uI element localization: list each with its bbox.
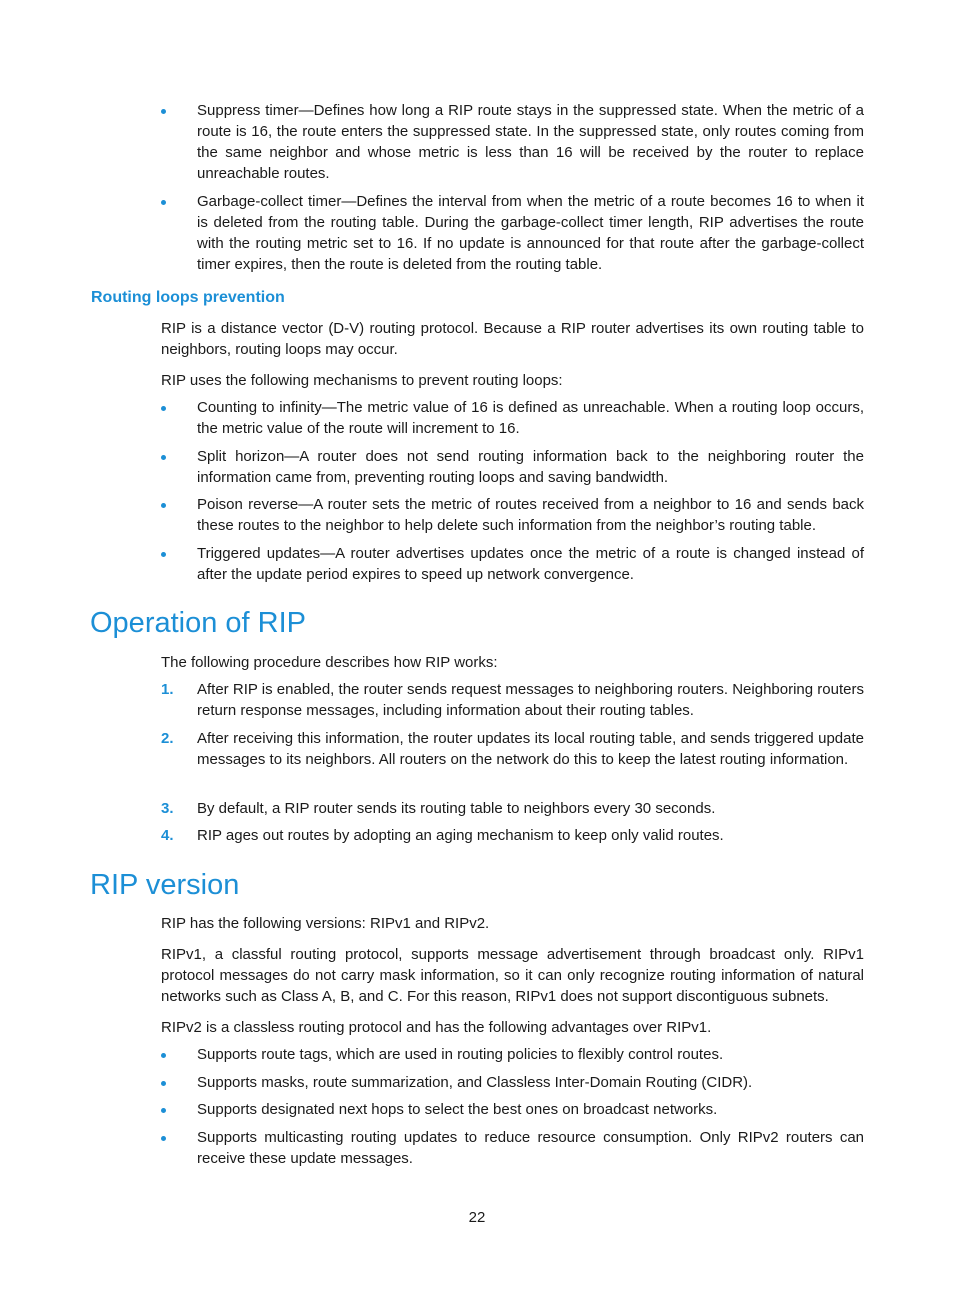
bullet-icon	[161, 503, 166, 508]
bullet-icon	[161, 406, 166, 411]
step-number: 1.	[161, 681, 174, 698]
list-item-text: Suppress timer—Defines how long a RIP route stays in the suppressed state. When the metric of a route is 16, the route enters the suppressed state. In the suppressed state, only routes coming from the same neighbor and whose metric is less than 16 will be received by the router to replace unreachable routes.	[197, 102, 864, 182]
bullet-icon	[161, 109, 166, 114]
bullet-icon	[161, 1081, 166, 1086]
bullet-icon	[161, 200, 166, 205]
list-item-text: After RIP is enabled, the router sends request messages to neighboring routers. Neighboring routers return response messages, including information about their routing tables.	[197, 681, 864, 719]
list-item-text: Supports multicasting routing updates to reduce resource consumption. Only RIPv2 routers can receive these update messages.	[197, 1129, 864, 1167]
bullet-icon	[161, 455, 166, 460]
list-item-text: Garbage-collect timer—Defines the interval from when the metric of a route becomes 16 to when it is deleted from the routing table. During the garbage-collect timer length, RIP advertises the route with the routing metric set to 16. If no update is announced for that route after the garbage-collect timer expires, then the route is deleted from the routing table.	[197, 193, 864, 273]
section-heading-rip-version: RIP version	[90, 869, 240, 901]
bullet-icon	[161, 1053, 166, 1058]
step-number: 4.	[161, 827, 174, 844]
paragraph-versions: RIP has the following versions: RIPv1 and RIPv2.	[161, 915, 490, 932]
list-item-text: After receiving this information, the router updates its local routing table, and sends triggered update messages to its neighbors. All routers on the network do this to keep the latest routing information.	[197, 730, 864, 768]
section-heading-routing-loops: Routing loops prevention	[91, 289, 285, 306]
list-item-text: Split horizon—A router does not send routing information back to the neighboring router the information came from, preventing routing loops and saving bandwidth.	[197, 448, 864, 486]
list-item-text: Supports designated next hops to select the best ones on broadcast networks.	[197, 1101, 718, 1118]
paragraph-ripv2: RIPv2 is a classless routing protocol and has the following advantages over RIPv1.	[161, 1019, 712, 1036]
step-number: 3.	[161, 800, 174, 817]
bullet-icon	[161, 1108, 166, 1113]
section-heading-operation: Operation of RIP	[90, 607, 306, 639]
bullet-icon	[161, 552, 166, 557]
paragraph-ripv1: RIPv1, a classful routing protocol, supports message advertisement through broadcast only. RIPv1 protocol messages do not carry mask information, so it can only recognize routing information of natural networks such as Class A, B, and C. For this reason, RIPv1 does not support discontiguous subnets.	[161, 946, 864, 1005]
paragraph-mechanisms-intro: RIP uses the following mechanisms to prevent routing loops:	[161, 372, 563, 389]
list-item-text: RIP ages out routes by adopting an aging mechanism to keep only valid routes.	[197, 827, 724, 844]
list-item-text: Triggered updates—A router advertises updates once the metric of a route is changed instead of after the update period expires to speed up network convergence.	[197, 545, 864, 583]
list-item-text: Supports route tags, which are used in routing policies to flexibly control routes.	[197, 1046, 724, 1063]
paragraph-operation-intro: The following procedure describes how RIP works:	[161, 654, 498, 671]
list-item-text: Supports masks, route summarization, and Classless Inter-Domain Routing (CIDR).	[197, 1074, 753, 1091]
bullet-icon	[161, 1136, 166, 1141]
page-number: 22	[468, 1209, 486, 1226]
list-item-text: Counting to infinity—The metric value of 16 is defined as unreachable. When a routing loop occurs, the metric value of the route will increment to 16.	[197, 399, 864, 437]
step-number: 2.	[161, 730, 174, 747]
paragraph-routing-loops-intro: RIP is a distance vector (D-V) routing protocol. Because a RIP router advertises its own routing table to neighbors, routing loops may occur.	[161, 320, 864, 358]
list-item-text: By default, a RIP router sends its routing table to neighbors every 30 seconds.	[197, 800, 716, 817]
list-item-text: Poison reverse—A router sets the metric of routes received from a neighbor to 16 and sends back these routes to the neighbor to help delete such information from the neighbor’s routing table.	[197, 496, 864, 534]
